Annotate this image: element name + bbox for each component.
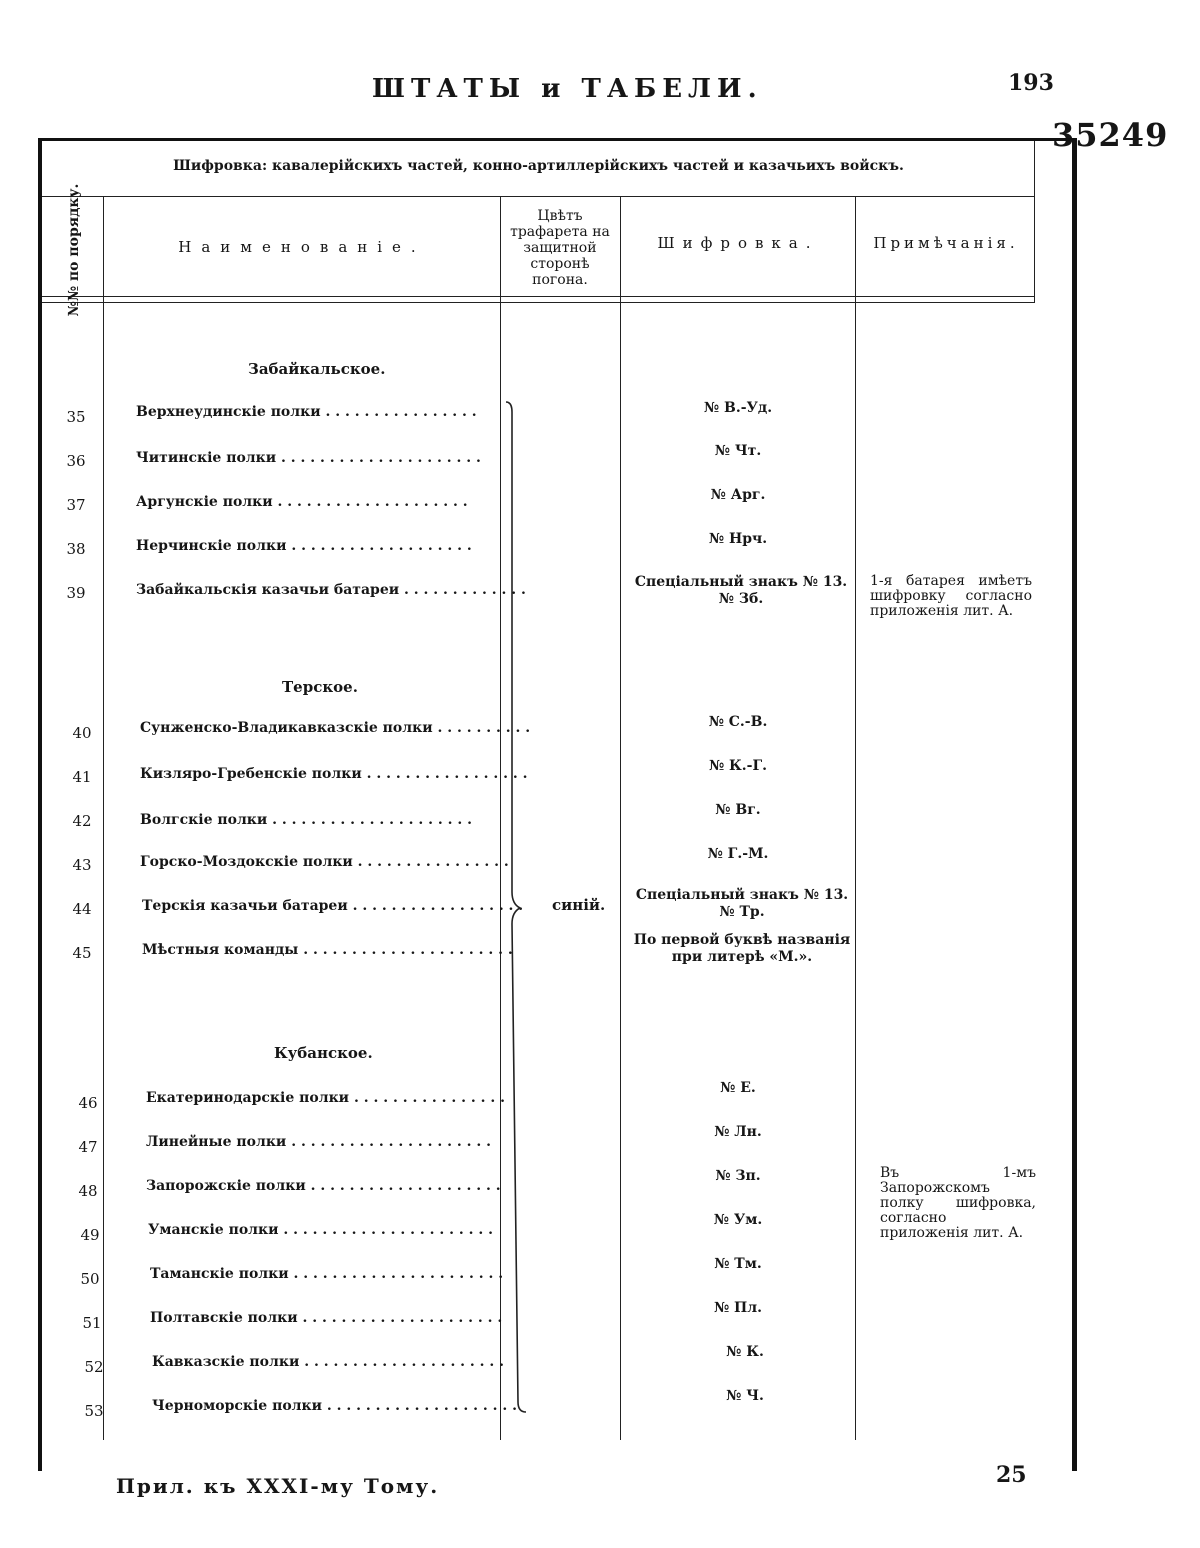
code-line: № С.-В. xyxy=(708,714,768,730)
row-name-text: Таманскіе полки xyxy=(150,1266,289,1282)
row-name xyxy=(140,766,528,782)
row-name-text: Аргунскіе полки xyxy=(136,494,273,510)
code-cell xyxy=(622,1388,868,1405)
code-line: № В.-Уд. xyxy=(703,400,773,416)
code-line: По первой буквѣ названія xyxy=(633,932,851,948)
row-name xyxy=(140,854,509,870)
row-number: 40 xyxy=(72,724,92,742)
stencil-color-value: синій. xyxy=(552,896,606,914)
code-cell xyxy=(622,1168,854,1185)
code-cell xyxy=(622,802,854,819)
row-name xyxy=(136,450,498,466)
grouping-brace xyxy=(500,398,540,1418)
row-name-text: Полтавскіе полки xyxy=(150,1310,298,1326)
footer-appendix: Прил. къ XXXI-му Тому. xyxy=(116,1474,440,1498)
row-number: 43 xyxy=(72,856,92,874)
code-line: при литерѣ «М.». xyxy=(671,949,813,965)
header-rule-bottom xyxy=(42,302,1035,303)
column-header-number xyxy=(46,183,102,317)
leader-dots: . . . . . . . . . . . . . . . . . xyxy=(361,766,528,782)
row-name xyxy=(142,898,524,914)
code-cell xyxy=(622,714,854,731)
row-number: 38 xyxy=(66,540,86,558)
code-cell xyxy=(622,443,854,460)
code-cell xyxy=(622,400,854,417)
leader-dots: . . . . . . . . . . . . . . . . . . . . . . xyxy=(298,942,513,958)
row-name xyxy=(142,942,513,958)
code-line: № Чт. xyxy=(714,443,762,459)
row-name-text: Волгскіе полки xyxy=(140,812,268,828)
page-number: 193 xyxy=(1008,70,1054,96)
code-cell xyxy=(622,1080,854,1097)
document-number: 35249 xyxy=(1052,116,1169,154)
row-name xyxy=(146,1178,510,1194)
section-title: Кубанское. xyxy=(274,1044,373,1062)
row-name-text: Забайкальскія казачьи батареи xyxy=(136,582,400,598)
leader-dots: . . . . . . . . . . . . . . . . . . . . . . xyxy=(278,1222,493,1238)
column-header-name: Наименованіе. xyxy=(178,238,426,256)
code-line: № Тм. xyxy=(714,1256,762,1272)
column-header-code: Шифровка. xyxy=(657,234,819,252)
leader-dots: . . . . . . . . . . . . . . . . xyxy=(320,404,477,420)
code-line: № Арг. xyxy=(710,487,766,503)
footer-number: 25 xyxy=(996,1462,1027,1488)
row-name-text: Кавказскіе полки xyxy=(152,1354,300,1370)
leader-dots: . . . . . . . . . . . . . xyxy=(399,582,526,598)
section-title: Забайкальское. xyxy=(248,360,386,378)
row-number: 47 xyxy=(78,1138,98,1156)
row-name-text: Запорожскіе полки xyxy=(146,1178,306,1194)
column-rule-code xyxy=(855,196,856,1440)
code-line: № Ум. xyxy=(713,1212,763,1228)
row-name xyxy=(136,494,498,510)
row-name xyxy=(136,538,498,554)
column-rule-number xyxy=(103,196,104,1440)
row-name xyxy=(152,1398,518,1414)
row-name xyxy=(136,404,498,420)
row-name xyxy=(146,1134,510,1150)
row-name xyxy=(150,1310,510,1326)
row-number: 37 xyxy=(66,496,86,514)
code-cell xyxy=(622,887,862,921)
row-name xyxy=(152,1354,512,1370)
code-line: № Вг. xyxy=(715,802,761,818)
row-name-text: Нерчинскіе полки xyxy=(136,538,287,554)
leader-dots: . . . . . . . . . . . . . . . . . . . . xyxy=(272,494,468,510)
row-name-text: Линейные полки xyxy=(146,1134,287,1150)
row-number: 48 xyxy=(78,1182,98,1200)
code-line: Спеціальный знакъ № 13. xyxy=(635,887,849,903)
row-name xyxy=(150,1266,510,1282)
code-line: № К. xyxy=(726,1344,764,1360)
code-line: № Лн. xyxy=(714,1124,762,1140)
running-title: ШТАТЫ и ТАБЕЛИ. xyxy=(372,74,763,104)
row-number: 53 xyxy=(84,1402,104,1420)
code-line: № Пл. xyxy=(713,1300,763,1316)
section-title: Терское. xyxy=(282,678,358,696)
row-number: 50 xyxy=(80,1270,100,1288)
column-rule-color xyxy=(620,196,621,1440)
row-number: 46 xyxy=(78,1094,98,1112)
code-line: № К.-Г. xyxy=(708,758,768,774)
code-cell xyxy=(622,1300,854,1317)
column-header-color: Цвѣтъ трафарета на защитной сторонѣ погона. xyxy=(510,208,610,288)
leader-dots: . . . . . . . . . . . . . . . . . . . . xyxy=(305,1178,501,1194)
leader-dots: . . . . . . . . . . . . . . . . . . . . . . xyxy=(288,1266,504,1282)
code-line: Спеціальный знакъ № 13. xyxy=(634,574,848,590)
note-cell: 1-я батарея имѣетъ шифровку согласно приложенія лит. А. xyxy=(870,573,1032,619)
code-line: № Е. xyxy=(720,1080,756,1096)
leader-dots: . . . . . . . . . . . . . . . . xyxy=(349,1090,506,1106)
code-line: № Зб. xyxy=(718,591,764,607)
row-name-text: Горско-Моздокскіе полки xyxy=(140,854,353,870)
column-header-notes: Примѣчанія. xyxy=(873,234,1019,252)
row-name xyxy=(146,1090,510,1106)
code-cell xyxy=(622,574,860,608)
table-caption: Шифровка: кавалерійскихъ частей, конно-артиллерійскихъ частей и казачьихъ войскъ. xyxy=(173,158,904,174)
row-name xyxy=(148,1222,510,1238)
row-number: 45 xyxy=(72,944,92,962)
note-cell: Въ 1-мъ Запорожскомъ полку шифровка, согласно приложенія лит. А. xyxy=(880,1165,1036,1241)
row-number: 49 xyxy=(80,1226,100,1244)
row-number: 36 xyxy=(66,452,86,470)
row-name-text: Читинскіе полки xyxy=(136,450,277,466)
code-line: № Нрч. xyxy=(708,531,768,547)
row-number: 44 xyxy=(72,900,92,918)
leader-dots: . . . . . . . . . . . . . . . . . . . . . xyxy=(267,812,473,828)
row-name-text: Екатеринодарскіе полки xyxy=(146,1090,350,1106)
caption-rule xyxy=(42,196,1035,197)
row-name-text: Верхнеудинскіе полки xyxy=(136,404,321,420)
leader-dots: . . . . . . . . . . . . . . . . xyxy=(352,854,509,870)
leader-dots: . . . . . . . . . . . . . . . . . . . . . xyxy=(276,450,481,466)
leader-dots: . . . . . . . . . . . . . . . . . . . . . xyxy=(299,1354,505,1370)
row-name-text: Сунженско-Владикавказскіе полки xyxy=(140,720,433,736)
row-number: 42 xyxy=(72,812,92,830)
code-line: № Ч. xyxy=(726,1388,764,1404)
code-cell xyxy=(622,487,854,504)
code-cell xyxy=(622,932,862,966)
code-cell xyxy=(622,1256,854,1273)
row-name-text: Черноморскіе полки xyxy=(152,1398,323,1414)
row-number: 35 xyxy=(66,408,86,426)
leader-dots: . . . . . . . . . . . . . . . . . . . . . xyxy=(297,1310,503,1326)
leader-dots: . . . . . . . . . . xyxy=(432,720,531,736)
code-cell xyxy=(622,758,854,775)
code-cell xyxy=(622,1344,868,1361)
header-rule-top xyxy=(42,296,1035,297)
row-number: 41 xyxy=(72,768,92,786)
column-header-number-text: №№ по порядку. xyxy=(66,183,82,317)
code-cell xyxy=(622,846,854,863)
row-name xyxy=(136,582,526,598)
row-number: 52 xyxy=(84,1358,104,1376)
code-line: № Тр. xyxy=(719,904,765,920)
leader-dots: . . . . . . . . . . . . . . . . . . xyxy=(347,898,524,914)
row-name-text: Уманскіе полки xyxy=(148,1222,279,1238)
code-line: № Г.-М. xyxy=(707,846,769,862)
code-cell xyxy=(622,531,854,548)
row-number: 51 xyxy=(82,1314,102,1332)
row-name xyxy=(140,812,498,828)
code-cell xyxy=(622,1124,854,1141)
leader-dots: . . . . . . . . . . . . . . . . . . . . xyxy=(322,1398,518,1414)
row-name-text: Терскія казачьи батареи xyxy=(142,898,348,914)
leader-dots: . . . . . . . . . . . . . . . . . . . xyxy=(286,538,472,554)
row-name-text: Кизляро-Гребенскіе полки xyxy=(140,766,362,782)
code-line: № Зп. xyxy=(715,1168,761,1184)
row-name-text: Мѣстныя команды xyxy=(142,942,299,958)
row-name xyxy=(140,720,531,736)
row-number: 39 xyxy=(66,584,86,602)
leader-dots: . . . . . . . . . . . . . . . . . . . . . xyxy=(286,1134,492,1150)
code-cell xyxy=(622,1212,854,1229)
